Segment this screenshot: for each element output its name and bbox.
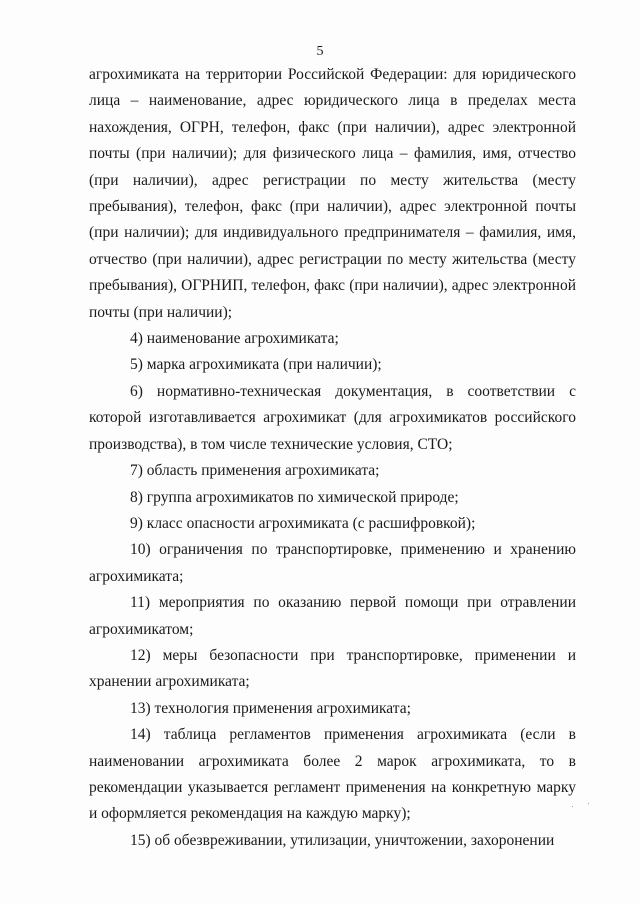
paragraph-item-12: 12) меры безопасности при транспортировке, применении и хранении агрохимиката; [89,646,576,691]
paragraph-item-15: 15) об обезвреживании, утилизации, уничтожении, захоронении [130,831,555,849]
paragraph-item-13: 13) технология применения агрохимиката; [130,699,411,717]
scan-speck [572,806,573,807]
paragraph-item-5: 5) марка агрохимиката (при наличии); [130,356,382,374]
paragraph-item-7: 7) область применения агрохимиката; [130,462,380,480]
paragraph-item-8: 8) группа агрохимикатов по химической природе; [130,488,459,506]
paragraph-item-14: 14) таблица регламентов применения агрохимиката (если в наименовании агрохимиката более 2 марок агрохимиката, то в рекомендации указывается регламент применения на конкретную марку и оформляется рекомендация на каждую марку); [89,726,576,823]
paragraph-item-4: 4) наименование агрохимиката; [130,330,339,348]
paragraph-applicant-details: агрохимиката на территории Российской Федерации: для юридического лица – наименование, адрес юридического лица в пределах места нахождения, ОГРН, телефон, факс (при наличии), адрес электронной почты (при наличии); для физического лица – фамилия, имя, отчество (при наличии), адрес регистрации по месту жительства (месту пребывания), телефон, факс (при наличии), адрес электронной почты (при наличии); для индивидуального предпринимателя – фамилия, имя, отчество (при наличии), адрес регистрации по месту жительства (месту пребывания), ОГРНИП, телефон, факс (при наличии), адрес электронной почты (при наличии); [89,66,576,321]
scan-speck [588,803,589,804]
paragraph-item-6: 6) нормативно-техническая документация, в соответствии с которой изготавливается агрохимикат (для агрохимикатов российского производства), в том числе технические условия, СТО; [89,382,576,453]
document-body [89,62,576,854]
paragraph-item-10: 10) ограничения по транспортировке, применению и хранению агрохимиката; [89,541,576,585]
paragraph-item-11: 11) мероприятия по оказанию первой помощи при отравлении агрохимикатом; [89,594,576,638]
paragraph-item-9: 9) класс опасности агрохимиката (с расшифровкой); [130,514,476,532]
page-number: 5 [316,44,324,59]
